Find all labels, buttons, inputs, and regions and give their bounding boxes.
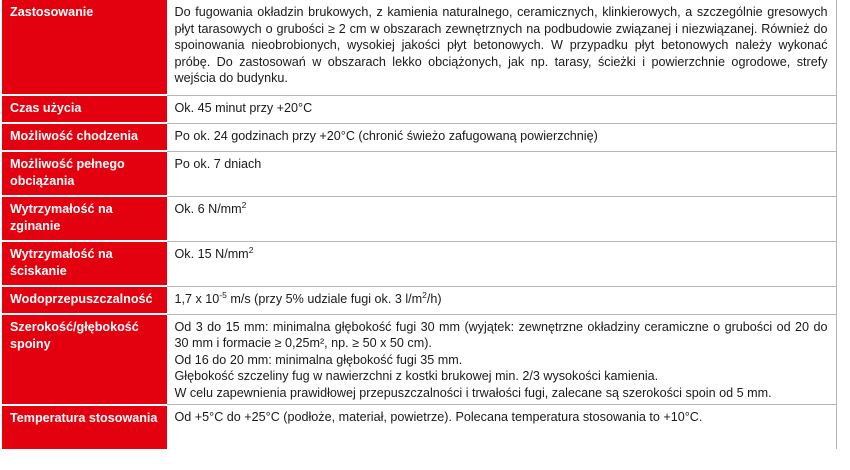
table-row bbox=[2, 286, 836, 314]
row-value-pelne-obciazanie: Po ok. 7 dniach bbox=[166, 151, 836, 196]
value-text: Ok. 15 N/mm bbox=[174, 246, 249, 261]
row-label-czas-uzycia: Czas użycia bbox=[2, 95, 166, 123]
value-text-b: m/s (przy 5% udziale fugi ok. 3 l/m bbox=[226, 291, 423, 306]
unit-exponent: 2 bbox=[241, 199, 247, 210]
row-label-wytrzymalosc-zginanie: Wytrzymałość na zginanie bbox=[2, 196, 166, 241]
value-text: Ok. 6 N/mm bbox=[174, 201, 242, 216]
row-value-wodoprzepuszczalnosc bbox=[166, 286, 836, 314]
row-value-temperatura: Od +5°C do +25°C (podłoże, materiał, powietrze). Polecana temperatura stosowania to +10°C. bbox=[166, 405, 836, 449]
row-value-mozliwosc-chodzenia: Po ok. 24 godzinach przy +20°C (chronić świeżo zafugowaną powierzchnię) bbox=[166, 123, 836, 151]
spoina-line-1: Od 3 do 15 mm: minimalna głębokość fugi 30 mm (wyjątek: zewnętrzne okładziny ceramiczne o grubości od 20 do 30 mm i formacie ≥ 0,25m², np. ≥ 50 x 50 cm). bbox=[174, 319, 828, 350]
table-row bbox=[2, 314, 836, 405]
exponent-2: 2 bbox=[422, 289, 427, 300]
row-value-czas-uzycia: Ok. 45 minut przy +20°C bbox=[166, 95, 836, 123]
table-row bbox=[2, 196, 836, 241]
spoina-line-2: Od 16 do 20 mm: minimalna głębokość fugi 35 mm. bbox=[174, 352, 463, 367]
row-label-zastosowanie: Zastosowanie bbox=[2, 0, 166, 95]
exponent-1: -5 bbox=[219, 289, 227, 300]
unit-exponent: 2 bbox=[248, 244, 254, 255]
value-text-c: /h) bbox=[426, 291, 442, 306]
row-value-wytrzymalosc-sciskanie bbox=[166, 241, 836, 286]
value-text-a: 1,7 x 10 bbox=[174, 291, 220, 306]
row-value-wytrzymalosc-zginanie bbox=[166, 196, 836, 241]
technical-data-table bbox=[2, 0, 837, 449]
table-row bbox=[2, 95, 836, 123]
table-row bbox=[2, 405, 836, 449]
row-value-szerokosc-spoiny bbox=[166, 314, 836, 405]
row-value-zastosowanie: Do fugowania okładzin brukowych, z kamienia naturalnego, ceramicznych, klinkierowych, a szczególnie gresowych płyt tarasowych o grubości ≥ 2 cm w obszarach zewnętrznych na podbudowie związanej i niezwiązanej. Również do spoinowania nieobrobionych, wysokiej jakości płyt betonowych. W przypadku płyt betonowych należy wykonać próbę. Do zastosowań w obszarach lekko obciążonych, jak np. tarasy, ścieżki i powierzchnie ogrodowe, strefy wejścia do budynku. bbox=[166, 0, 836, 95]
row-label-mozliwosc-chodzenia: Możliwość chodzenia bbox=[2, 123, 166, 151]
row-label-szerokosc-spoiny: Szerokość/głębokość spoiny bbox=[2, 314, 166, 405]
table-row bbox=[2, 0, 836, 95]
row-label-pelne-obciazanie: Możliwość pełnego obciążania bbox=[2, 151, 166, 196]
row-label-temperatura: Temperatura stosowania bbox=[2, 405, 166, 449]
table-row bbox=[2, 241, 836, 286]
table-row bbox=[2, 151, 836, 196]
spoina-line-4: W celu zapewnienia prawidłowej przepuszczalności i trwałości fugi, zalecane są szerokości spoin od 5 mm. bbox=[174, 385, 772, 400]
table-row bbox=[2, 123, 836, 151]
spoina-line-3: Głębokość szczeliny fug w nawierzchni z kostki brukowej min. 2/3 wysokości kamienia. bbox=[174, 369, 659, 383]
row-label-wodoprzepuszczalnosc: Wodoprzepuszczalność bbox=[2, 286, 166, 314]
row-label-wytrzymalosc-sciskanie: Wytrzymałość na ściskanie bbox=[2, 241, 166, 286]
